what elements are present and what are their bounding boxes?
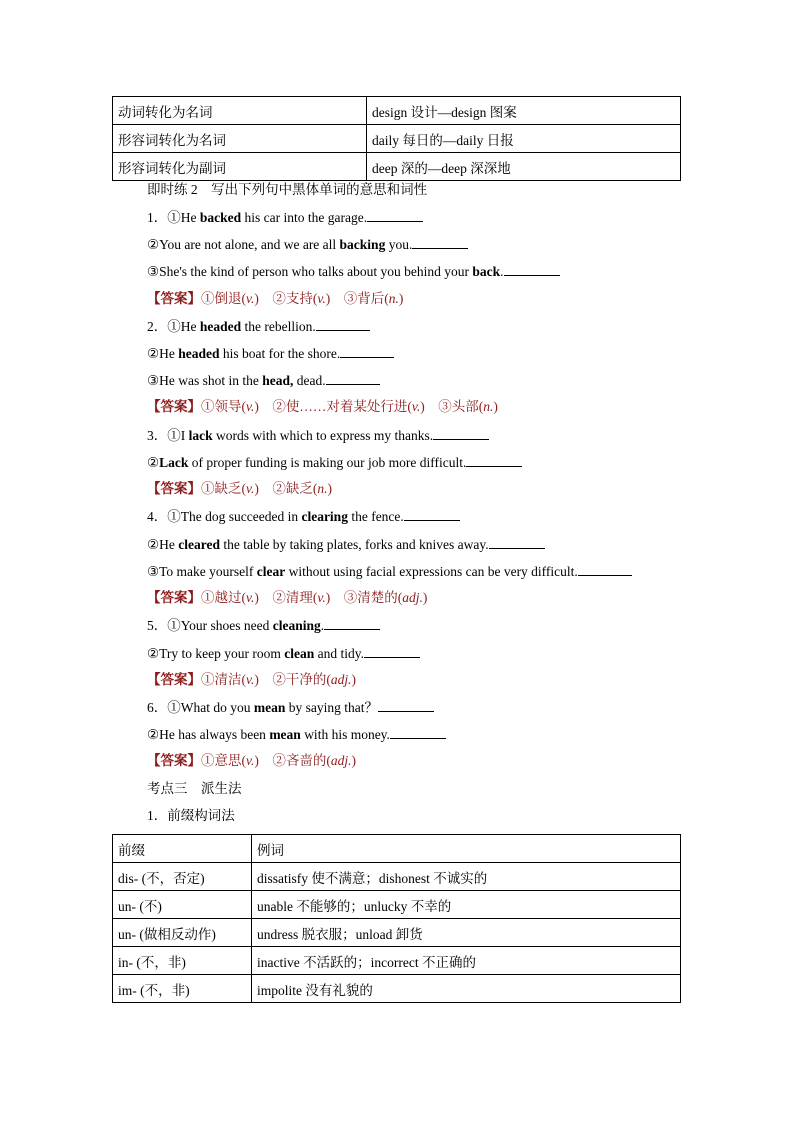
part-of-speech: n. [483,399,494,414]
question-sentence [147,536,545,553]
question-sentence [147,726,446,743]
sentence-text: his car into the garage. [241,210,368,225]
answer-blank [316,318,370,331]
question-sentence [147,645,420,662]
sentence-text: ② [147,455,160,470]
sentence-text: ③She's the kind of person who talks about you behind your [147,264,473,279]
question-sentence [147,345,394,362]
table-header-cell: 例词 [252,835,681,863]
answer-blank [324,617,380,630]
answer-text: ) [351,753,357,768]
answer-text: ) ②使……对着某处行进( [254,399,412,414]
question-sentence [147,617,380,634]
table-cell: undress 脱衣服；unload 卸货 [252,919,681,947]
answer-line [147,481,332,497]
sentence-text: the fence. [347,509,404,524]
part-of-speech: v. [411,399,421,414]
answer-text: ) [422,590,428,605]
question-number: 5． [147,618,168,633]
table-cell: in- (不，非) [113,947,252,975]
sentence-text: ①He [167,210,200,225]
table-cell: unable 不能够的；unlucky 不幸的 [252,891,681,919]
part-of-speech: adj. [330,753,352,768]
target-word: backed [199,210,242,225]
table-row [113,863,681,891]
table-cell: un- (做相反动作) [113,919,252,947]
answer-text: ①越过( [201,590,246,605]
table-cell: inactive 不活跃的；incorrect 不正确的 [252,947,681,975]
question-number: 3． [147,428,168,443]
part-of-speech: adj. [330,672,352,687]
table-header-cell: 前缀 [113,835,252,863]
answer-blank [466,454,522,467]
table-cell: design 设计—design 图案 [367,97,681,125]
sentence-text: by saying that？ [285,700,378,715]
answer-text: ) ②吝啬的( [254,753,331,768]
sentence-text: with his money. [300,727,390,742]
sub-title: 1．前缀构词法 [147,808,235,823]
sentence-text: ②He has always been [147,727,270,742]
answer-blank [504,263,560,276]
part-of-speech: v. [246,590,255,605]
question-sentence [147,699,434,716]
part-of-speech: v. [246,672,255,687]
answer-blank [340,345,394,358]
part-of-speech: n. [317,481,328,496]
target-word: mean [269,727,301,742]
sentence-text: the table by taking plates, forks and knives away. [219,537,489,552]
table-cell: deep 深的—deep 深深地 [367,153,681,181]
question-sentence [147,563,632,580]
part-of-speech: v. [246,753,255,768]
table-cell: daily 每日的—daily 日报 [367,125,681,153]
answer-blank [433,427,489,440]
table-cell: un- (不) [113,891,252,919]
answer-text: ) [351,672,357,687]
part-of-speech: v. [317,590,326,605]
target-word: clear [256,564,286,579]
answer-text: ) ③背后( [325,291,389,306]
answer-text: ) [327,481,332,496]
question-sentence [147,263,560,280]
question-sentence [147,508,460,525]
answer-text: ①倒退( [201,291,246,306]
table-cell: dis- (不，否定) [113,863,252,891]
question-sentence [147,209,423,226]
question-number: 2． [147,319,168,334]
part-of-speech: v. [246,399,255,414]
target-word: headed [178,346,220,361]
answer-blank [367,209,423,222]
table-cell: 形容词转化为名词 [113,125,367,153]
answer-tag: 【答案】 [147,481,201,496]
question-number: 4． [147,509,168,524]
sentence-text: without using facial expressions can be very difficult. [285,564,578,579]
answer-text: ) [493,399,498,414]
sentence-text: ②He [147,537,179,552]
target-word: headed [199,319,242,334]
part-of-speech: adj. [402,590,423,605]
sentence-text: dead. [293,373,326,388]
part-of-speech: v. [246,291,255,306]
answer-line [147,590,427,606]
target-word: clean [284,646,315,661]
answer-blank [364,645,420,658]
target-word: cleaning [272,618,321,633]
target-word: mean [253,700,286,715]
answer-text: ) ②支持( [254,291,318,306]
sentence-text: and tidy. [314,646,364,661]
sentence-text: . [320,618,325,633]
answer-text: ①缺乏( [201,481,246,496]
sentence-text: ①What do you [167,700,254,715]
answer-text: ①清洁( [201,672,246,687]
answer-line [147,672,356,688]
table-row [113,947,681,975]
answer-blank [404,508,460,521]
answer-tag: 【答案】 [147,399,201,414]
table-cell: im- (不，非) [113,975,252,1003]
target-word: Lack [159,455,189,470]
answer-text: ①意思( [201,753,246,768]
part-of-speech: n. [388,291,399,306]
target-word: cleared [178,537,220,552]
target-word: clearing [301,509,348,524]
sentence-text: ②You are not alone, and we are all [147,237,340,252]
table-row [113,125,681,153]
answer-text: ) ③清楚的( [325,590,403,605]
target-word: head, [262,373,294,388]
sentence-text: his boat for the shore. [219,346,341,361]
answer-blank [326,372,380,385]
answer-text: ①领导( [201,399,246,414]
question-sentence [147,236,468,253]
answer-text: ) ②清理( [254,590,318,605]
table-row [113,97,681,125]
question-sentence [147,454,522,471]
answer-line [147,753,356,769]
sentence-text: of proper funding is making our job more difficult. [188,455,467,470]
answer-text: ) ③头部( [420,399,484,414]
table-cell: 动词转化为名词 [113,97,367,125]
section-title: 考点三 派生法 [147,781,242,796]
question-sentence [147,372,380,389]
part-of-speech: v. [246,481,255,496]
target-word: backing [339,237,386,252]
sentence-text: . [500,264,504,279]
target-word: lack [188,428,213,443]
sentence-text: ②He [147,346,179,361]
question-sentence [147,427,489,444]
sentence-text: ①The dog succeeded in [167,509,302,524]
sentence-text: ②Try to keep your room [147,646,285,661]
table-cell: 形容词转化为副词 [113,153,367,181]
target-word: back [472,264,501,279]
answer-blank [378,699,434,712]
question-number: 6． [147,700,168,715]
table-cell: impolite 没有礼貌的 [252,975,681,1003]
table-row [113,153,681,181]
sentence-text: ①I [167,428,189,443]
question-sentence [147,318,370,335]
sentence-text: ③To make yourself [147,564,257,579]
answer-blank [578,563,632,576]
answer-text: ) ②缺乏( [254,481,318,496]
answer-text: ) ②干净的( [254,672,331,687]
part-of-speech: v. [317,291,326,306]
sentence-text: you. [385,237,413,252]
prefix-table [112,834,681,1003]
sentence-text: ①He [167,319,200,334]
table-cell: dissatisfy 使不满意；dishonest 不诚实的 [252,863,681,891]
answer-tag: 【答案】 [147,291,201,306]
answer-blank [489,536,545,549]
answer-line [147,399,498,415]
table-row [113,891,681,919]
answer-tag: 【答案】 [147,672,201,687]
sentence-text: ③He was shot in the [147,373,263,388]
table-row [113,975,681,1003]
answer-line [147,291,403,307]
answer-text: ) [398,291,404,306]
answer-tag: 【答案】 [147,590,201,605]
sentence-text: the rebellion. [241,319,316,334]
conversion-table [112,96,681,181]
question-number: 1． [147,210,168,225]
exercise-title: 即时练 2 写出下列句中黑体单词的意思和词性 [147,182,428,197]
table-header-row [113,835,681,863]
answer-blank [390,726,446,739]
sentence-text: ①Your shoes need [167,618,273,633]
answer-tag: 【答案】 [147,753,201,768]
answer-blank [412,236,468,249]
table-row [113,919,681,947]
sentence-text: words with which to express my thanks. [212,428,434,443]
